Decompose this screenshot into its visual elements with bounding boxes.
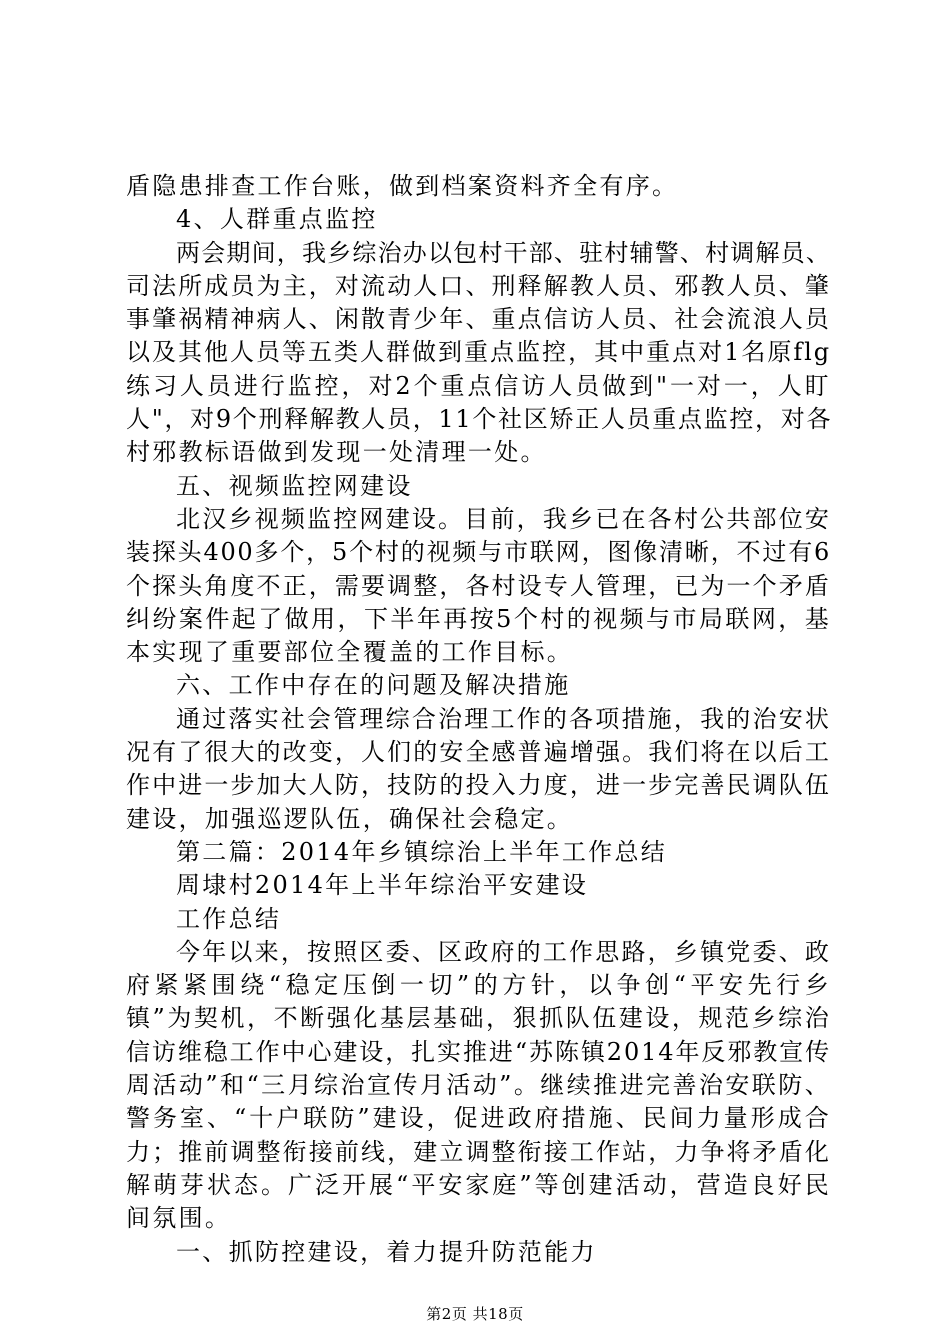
text-line: 第二篇：2014年乡镇综治上半年工作总结	[176, 837, 668, 866]
text-line: 间氛围。	[126, 1204, 232, 1233]
text-line: 装探头400多个，5个村的视频与市联网，图像清晰，不过有6	[126, 538, 831, 567]
text-line: 司法所成员为主，对流动人口、刑释解教人员、邪教人员、肇	[126, 271, 831, 300]
text-line: 人"，对9个刑释解教人员，11个社区矫正人员重点监控，对各	[126, 405, 833, 434]
page-footer: 第2页 共18页	[426, 1305, 524, 1323]
text-line: 镇”为契机，不断强化基层基础，狠抓队伍建设，规范乡综治	[126, 1004, 831, 1033]
text-line: 北汉乡视频监控网建设。目前，我乡已在各村公共部位安	[176, 504, 831, 533]
text-line: 作中进一步加大人防，技防的投入力度，进一步完善民调队伍	[126, 771, 831, 800]
text-line: 本实现了重要部位全覆盖的工作目标。	[126, 638, 574, 667]
text-line: 通过落实社会管理综合治理工作的各项措施，我的治安状	[176, 704, 831, 733]
text-line: 今年以来，按照区委、区政府的工作思路，乡镇党委、政	[176, 937, 831, 966]
text-line: 信访维稳工作中心建设，扎实推进“苏陈镇2014年反邪教宣传	[126, 1037, 831, 1066]
text-line: 力；推前调整衔接前线，建立调整衔接工作站，力争将矛盾化	[126, 1137, 831, 1166]
text-line: 练习人员进行监控，对2个重点信访人员做到"一对一，人盯	[126, 371, 831, 400]
text-line: 六、工作中存在的问题及解决措施	[176, 671, 571, 700]
text-line: 周埭村2014年上半年综治平安建设	[176, 871, 589, 900]
text-line: 况有了很大的改变，人们的安全感普遍增强。我们将在以后工	[126, 738, 831, 767]
text-line: 警务室、“十户联防”建设，促进政府措施、民间力量形成合	[126, 1104, 831, 1133]
text-line: 五、视频监控网建设	[176, 471, 413, 500]
text-line: 府紧紧围绕“稳定压倒一切”的方针，以争创“平安先行乡	[126, 971, 831, 1000]
text-line: 工作总结	[176, 904, 282, 933]
text-line: 纠纷案件起了做用，下半年再按5个村的视频与市局联网，基	[126, 604, 831, 633]
text-line: 事肇祸精神病人、闲散青少年、重点信访人员、社会流浪人员	[126, 305, 831, 334]
text-line: 4、人群重点监控	[176, 205, 378, 234]
document-body	[126, 170, 831, 1269]
text-line: 村邪教标语做到发现一处清理一处。	[126, 438, 547, 467]
text-line: 解萌芽状态。广泛开展“平安家庭”等创建活动，营造良好民	[126, 1170, 831, 1199]
text-line: 以及其他人员等五类人群做到重点监控，其中重点对1名原flg	[126, 338, 831, 367]
text-line: 一、抓防控建设，着力提升防范能力	[176, 1237, 597, 1266]
text-line: 盾隐患排查工作台账，做到档案资料齐全有序。	[126, 172, 679, 200]
text-line: 周活动”和“三月综治宣传月活动”。继续推进完善治安联防、	[126, 1071, 831, 1100]
text-line: 个探头角度不正，需要调整，各村设专人管理，已为一个矛盾	[126, 571, 831, 600]
text-line: 建设，加强巡逻队伍，确保社会稳定。	[126, 804, 574, 833]
text-line: 两会期间，我乡综治办以包村干部、驻村辅警、村调解员、	[176, 238, 831, 267]
